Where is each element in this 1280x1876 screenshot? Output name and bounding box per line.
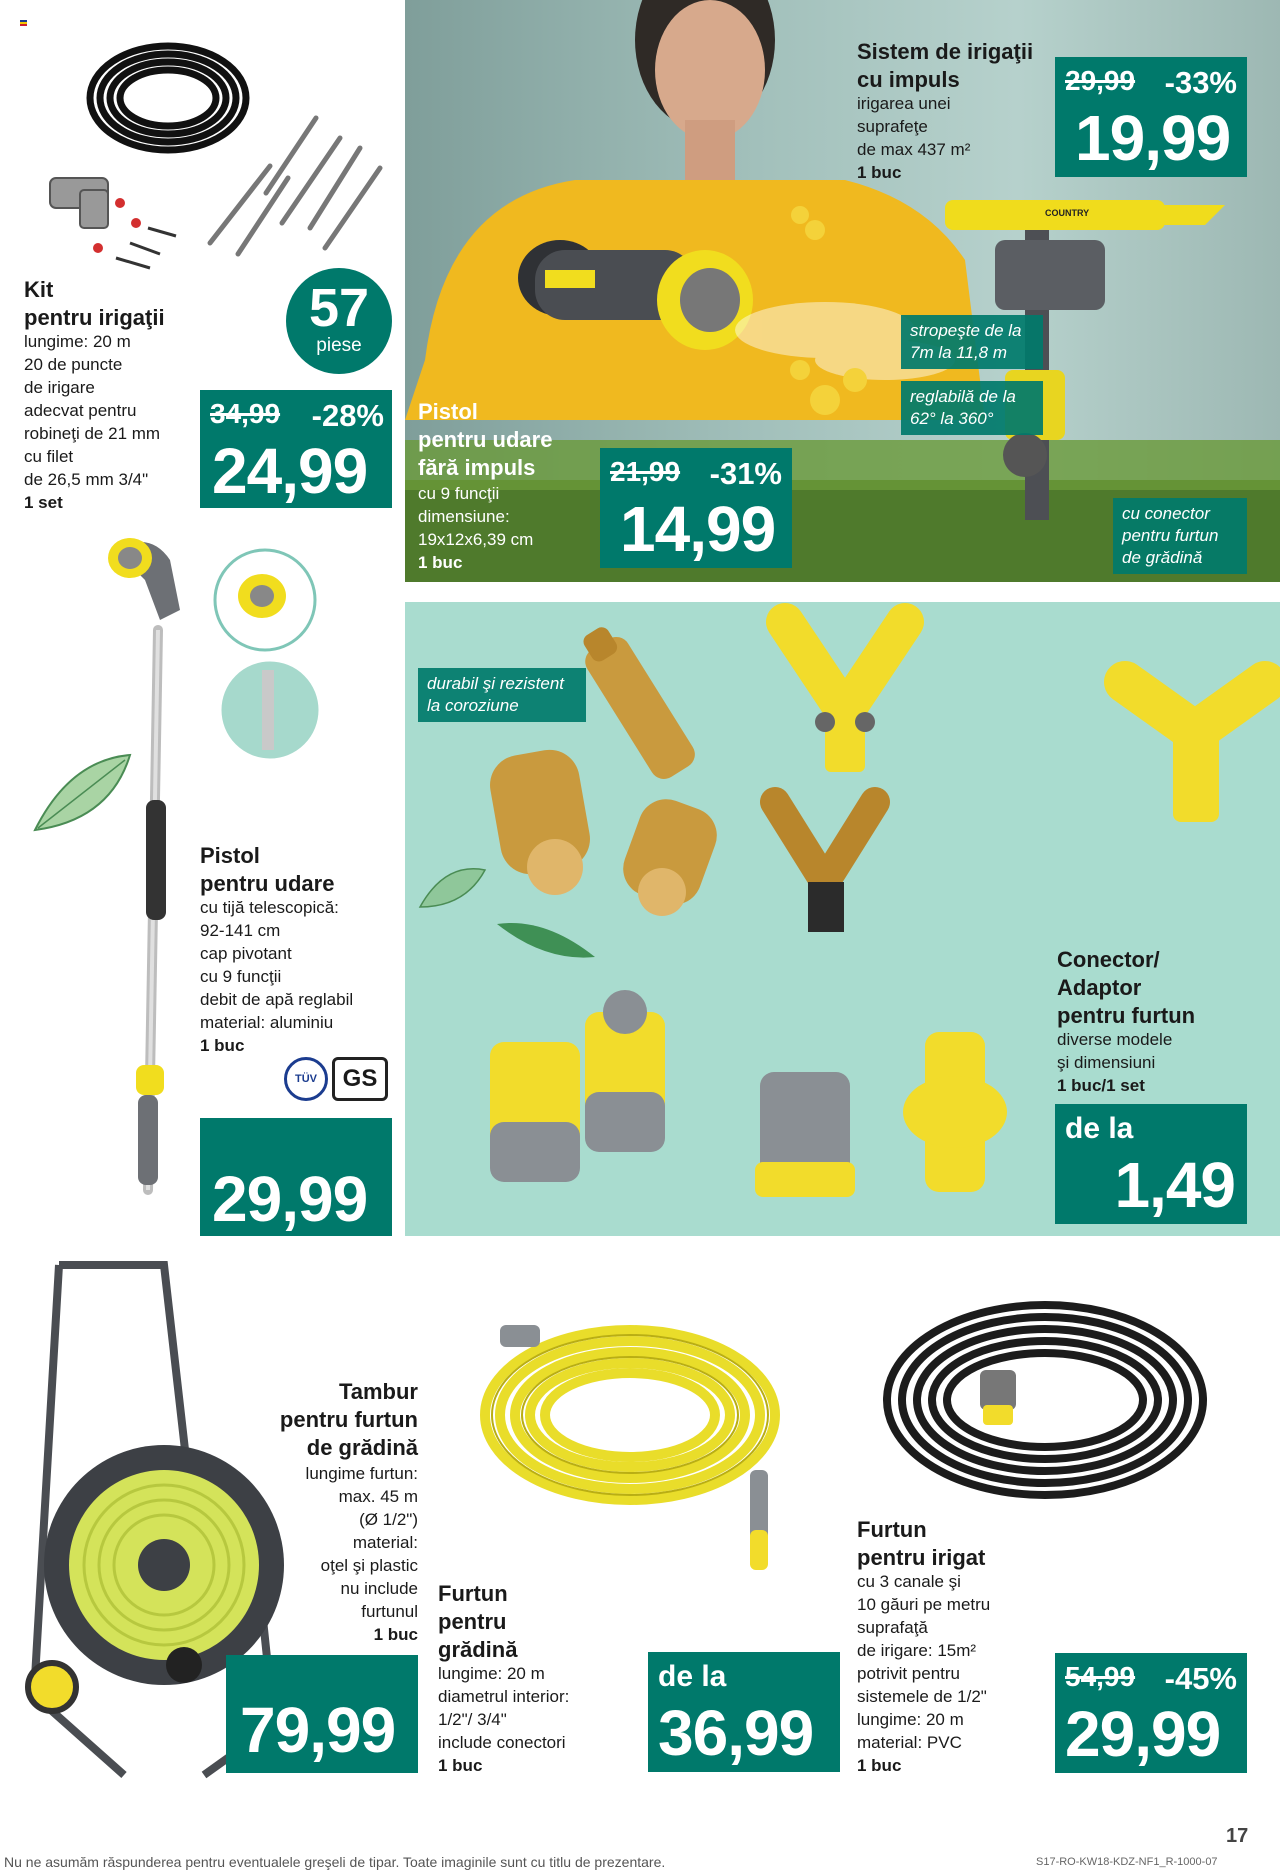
sprinkler-old-price: 29,99 (1065, 65, 1136, 96)
sprinkler-title: Sistem de irigaţii cu impuls (857, 39, 1034, 92)
reel-price: 79,99 (240, 1694, 396, 1766)
lance-price-box (200, 1118, 392, 1236)
kit-title: Kit pentru irigaţii (24, 277, 165, 330)
kit-price: 24,99 (212, 435, 368, 507)
footer-code: S17-RO-KW18-KDZ-NF1_R-1000-07 (1036, 1856, 1218, 1868)
sprinkler-angle-tag: reglabilă de la 62° la 360° (901, 381, 1043, 435)
kit-discount: -28% (311, 398, 384, 433)
reel-price-box (226, 1655, 418, 1773)
soaker-description: cu 3 canale şi 10 găuri pe metru suprafaţă de irigare: 15m² potrivit pentru sistemele de 1/2" lungime: 20 m material: PVC 1 buc (857, 1572, 991, 1775)
kit-old-price: 34,99 (210, 398, 281, 429)
kit-pieces-badge: 57 piese (286, 268, 392, 374)
nozzle-description: cu 9 funcţii dimensiune: 19x12x6,39 cm 1 buc (418, 484, 534, 572)
hose-price-box (648, 1652, 840, 1772)
soaker-old-price: 54,99 (1065, 1661, 1136, 1692)
connectors-durability-tag: durabil şi rezistent la coroziune (418, 668, 586, 722)
lance-price: 29,99 (212, 1163, 368, 1235)
soaker-image (875, 1290, 1215, 1530)
sprinkler-discount: -33% (1164, 65, 1237, 100)
sprinkler-range-tag: stropeşte de la 7m la 11,8 m (901, 315, 1043, 369)
nozzle-title: Pistol pentru udare fără impuls (418, 399, 553, 480)
gs-certification-icon: GS (332, 1057, 388, 1101)
hose-from-label: de la (658, 1660, 727, 1693)
soaker-price-box (1055, 1653, 1247, 1773)
hose-image (470, 1300, 790, 1590)
soaker-price: 29,99 (1065, 1698, 1221, 1770)
hose-price: 36,99 (658, 1697, 814, 1769)
lance-description: cu tijă telescopică: 92-141 cm cap pivotant cu 9 funcţii debit de apă reglabil material: aluminiu 1 buc (200, 898, 354, 1055)
sprinkler-brand-text: COUNTRY (1045, 208, 1090, 218)
sprinkler-price-box (1055, 57, 1247, 177)
footer-disclaimer: Nu ne asumăm răspunderea pentru eventualele greşeli de tipar. Toate imaginile sunt cu titlu de prezentare. (4, 1854, 666, 1870)
connectors-title: Conector/ Adaptor pentru furtun (1057, 947, 1196, 1028)
connectors-price: 1,49 (1114, 1149, 1235, 1221)
sprinkler-connector-tag: cu conector pentru furtun de grădină (1113, 498, 1247, 574)
tuv-certification-icon: TÜV (284, 1057, 328, 1101)
connectors-from-label: de la (1065, 1112, 1134, 1145)
kit-description: lungime: 20 m 20 de puncte de irigare adecvat pentru robineţi de 21 mm cu filet de 26,5 mm 3/4" 1 set (24, 332, 161, 512)
reel-description: lungime furtun: max. 45 m (Ø 1/2") material: oţel şi plastic nu include furtunul 1 buc (305, 1464, 418, 1644)
nozzle-old-price: 21,99 (610, 456, 681, 487)
hose-description: lungime: 20 m diametrul interior: 1/2"/ 3/4" include conectori 1 buc (438, 1664, 570, 1775)
soaker-title: Furtun pentru irigat (857, 1517, 986, 1570)
connectors-description: diverse modele şi dimensiuni 1 buc/1 set (1057, 1030, 1173, 1095)
connectors-price-box (1055, 1104, 1247, 1224)
sprinkler-price: 19,99 (1075, 102, 1231, 174)
reel-title: Tambur pentru furtun de grădină (279, 1379, 418, 1460)
nozzle-price: 14,99 (620, 493, 776, 565)
soaker-discount: -45% (1164, 1661, 1237, 1696)
lance-title: Pistol pentru udare (200, 843, 335, 896)
hose-title: Furtun pentru grădină (438, 1581, 518, 1662)
kit-image (20, 18, 390, 293)
nozzle-price-box (600, 448, 792, 568)
nozzle-discount: -31% (709, 456, 782, 491)
kit-price-box (200, 390, 392, 508)
page-number: 17 (1226, 1825, 1249, 1847)
sprinkler-description: irigarea unei suprafeţe de max 437 m² 1 buc (857, 94, 971, 182)
